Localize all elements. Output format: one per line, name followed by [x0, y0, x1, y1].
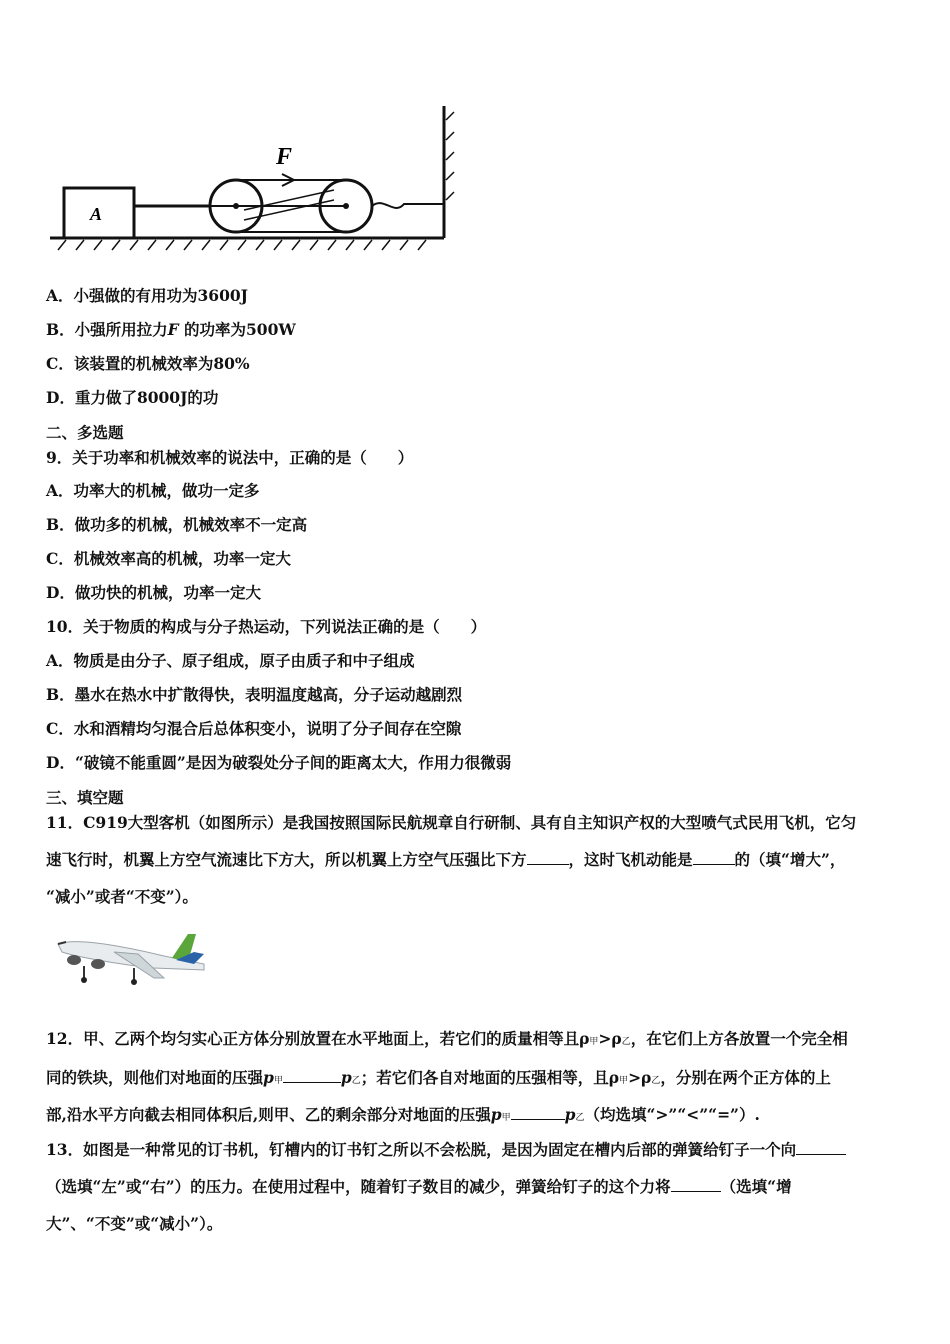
section-multi-choice: 二、多选题 — [46, 423, 124, 442]
q13-blank-2[interactable] — [671, 1177, 721, 1192]
q12-line2: 同的铁块，则他们对地面的压强p甲 p乙；若它们各自对地面的压强相等，且ρ甲>ρ乙，分别在两个正方体的上 — [46, 1068, 831, 1087]
section-fill-blank: 三、填空题 — [46, 788, 124, 807]
q13-line2: （选填“左”或“右”）的压力。在使用过程中，随着钉子数目的减少，弹簧给钉子的这个力将 （选填“增 — [46, 1177, 792, 1196]
q10-option-b: B．墨水在热水中扩散得快，表明温度越高，分子运动越剧烈 — [46, 685, 463, 704]
q13-line3: 大”、“不变”或“减小”）。 — [46, 1214, 223, 1233]
q11-line3: “减小”或者“不变”）。 — [46, 887, 198, 906]
airplane-image — [54, 922, 214, 992]
q11-blank-2[interactable] — [693, 850, 735, 865]
q12-blank-1[interactable] — [283, 1068, 341, 1083]
q10-option-c: C．水和酒精均匀混合后总体积变小，说明了分子间存在空隙 — [46, 719, 462, 738]
q10-stem: 10．关于物质的构成与分子热运动，下列说法正确的是（ ） — [46, 617, 487, 636]
q8-option-a: A．小强做的有用功为3600J — [46, 286, 249, 305]
q10-option-d: D．“破镜不能重圆”是因为破裂处分子间的距离太大，作用力很微弱 — [46, 753, 512, 772]
q9-option-b: B．做功多的机械，机械效率不一定高 — [46, 515, 308, 534]
force-label: F — [276, 144, 293, 170]
q9-stem: 9．关于功率和机械效率的说法中，正确的是（ ） — [46, 448, 414, 467]
q11-line1: 11．C919大型客机（如图所示）是我国按照国际民航规章自行研制、具有自主知识产权的大型喷气式民用飞机，它匀 — [46, 813, 857, 832]
block-label: A — [90, 204, 103, 224]
q12-blank-2[interactable] — [511, 1105, 565, 1120]
q13-line1: 13．如图是一种常见的订书机，钉槽内的订书钉之所以不会松脱，是因为固定在槽内后部的弹簧给钉子一个向 — [46, 1140, 846, 1160]
q8-option-c: C．该装置的机械效率为80% — [46, 354, 250, 373]
q11-blank-1[interactable] — [527, 850, 569, 865]
q13-blank-1[interactable] — [796, 1140, 846, 1155]
q12-line1: 12．甲、乙两个均匀实心正方体分别放置在水平地面上，若它们的质量相等且ρ甲>ρ乙，在它们上方各放置一个完全相 — [46, 1029, 848, 1048]
q10-option-a: A．物质是由分子、原子组成，原子由质子和中子组成 — [46, 651, 415, 670]
q9-option-c: C．机械效率高的机械，功率一定大 — [46, 549, 291, 568]
q8-option-d: D．重力做了8000J的功 — [46, 388, 219, 407]
q12-line3: 部,沿水平方向截去相同体积后,则甲、乙的剩余部分对地面的压强p甲 p乙（均选填“>”“<”“=”）. — [46, 1105, 760, 1124]
q9-option-a: A．功率大的机械，做功一定多 — [46, 481, 260, 500]
pulley-diagram — [44, 100, 464, 260]
q9-option-d: D．做功快的机械，功率一定大 — [46, 583, 261, 602]
q11-line2: 速飞行时，机翼上方空气流速比下方大，所以机翼上方空气压强比下方 ，这时飞机动能是 的（填“增大”， — [46, 850, 846, 869]
q8-option-b: B．小强所用拉力F 的功率为500W — [46, 320, 296, 339]
